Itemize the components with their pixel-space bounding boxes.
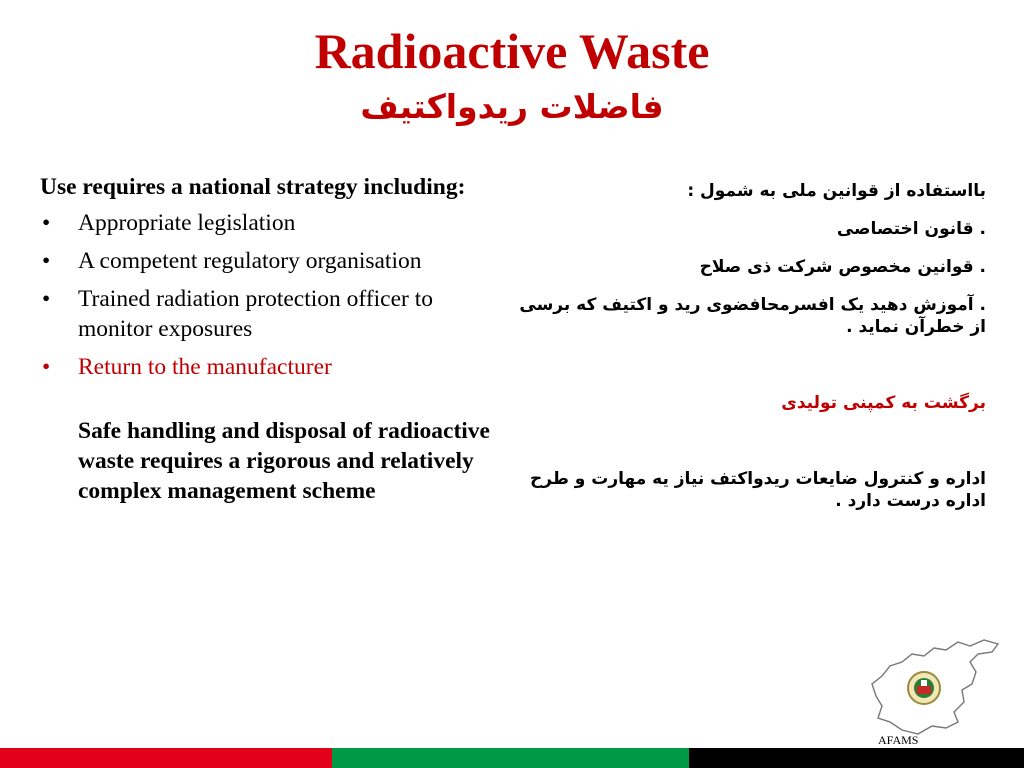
dari-return: برگشت به کمپنی تولیدی [781,393,986,413]
english-column [40,172,500,506]
footer-stripe-green [332,748,689,768]
english-bullet-list [40,208,500,382]
bullet-dot: • [42,354,51,380]
dari-intro: بااستفاده از قوانین ملی به شمول : [687,181,986,201]
dari-item: . آموزش دهید یک افسرمحافضوی رید و اکتیف که برسی از خطرآن نماید . [519,295,986,337]
footer-stripe-black [689,748,1024,768]
bullet-item-highlight [40,352,500,382]
english-note: Safe handling and disposal of radioactive waste requires a rigorous and relatively complex management scheme [78,418,490,504]
slide-title: Radioactive Waste [314,23,710,79]
flag-stripe-footer [0,748,1024,768]
bullet-item [40,208,500,238]
english-intro: Use requires a national strategy including: [40,174,466,200]
bullet-text: Return to the manufacturer [78,354,332,380]
slide-subtitle-dari: فاضلات ریدواکتیف [360,87,664,126]
bullet-text: Appropriate legislation [78,210,296,236]
dari-item: . قوانین مخصوص شرکت ذی صلاح [699,257,986,277]
dari-column [506,180,986,512]
bullet-item [40,246,500,276]
bullet-text: A competent regulatory organisation [78,248,422,274]
dari-item: . قانون اختصاصی [836,219,986,239]
bullet-dot: • [42,286,51,312]
bullet-item [40,284,500,344]
afghanistan-map-logo-icon [866,636,1006,744]
dari-note: اداره و کنترول ضایعات ریدواکتف نیاز یه مهارت و طرح اداره درست دارد . [530,469,986,511]
afams-logo-label: AFAMS [878,733,919,747]
footer-stripe-red [0,748,332,768]
bullet-text: Trained radiation protection officer to monitor exposures [78,286,434,342]
bullet-dot: • [42,248,51,274]
bullet-dot: • [42,210,51,236]
